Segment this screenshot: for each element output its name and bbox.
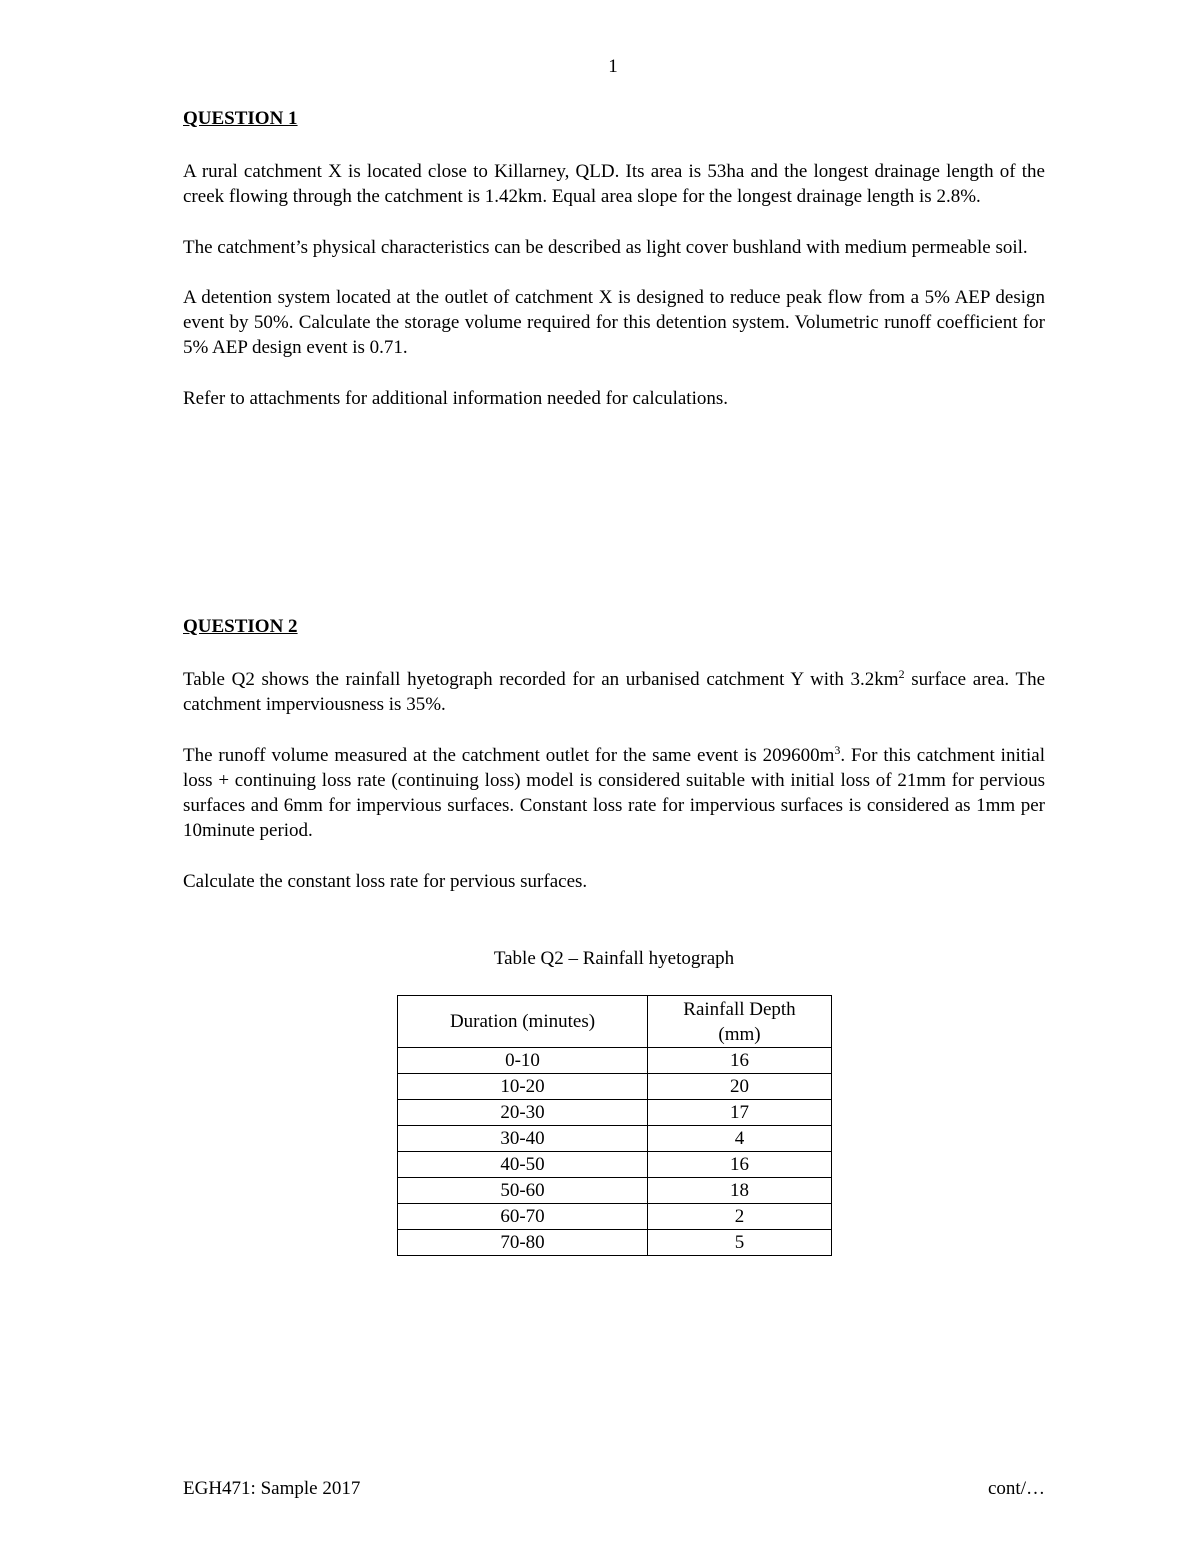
q2-p1-text-end: surface area. The catchment imperviousness is 35%. [183, 669, 1046, 716]
depth-cell: 18 [648, 1178, 832, 1204]
footer-course-label: EGH471: Sample 2017 [183, 1478, 361, 1499]
q1-paragraph-3: A detention system located at the outlet of catchment X is designed to reduce peak flow from a 5% AEP design event by 50%. Calculate the storage volume required for this detention system. Volumetric runoff coefficient for 5% AEP design event is 0.71. [183, 286, 1045, 359]
table-row [398, 1178, 832, 1204]
table-row [398, 1230, 832, 1256]
table-row [398, 1048, 832, 1074]
table-row [398, 1204, 832, 1230]
rainfall-depth-column-header [648, 996, 832, 1048]
table-row [398, 1074, 832, 1100]
q2-p2-superscript: 3 [834, 742, 841, 757]
q2-paragraph-2 [183, 743, 1045, 844]
table-row [398, 1152, 832, 1178]
q2-paragraph-3: Calculate the constant loss rate for pervious surfaces. [183, 870, 588, 892]
duration-column-header: Duration (minutes) [398, 996, 648, 1048]
duration-cell: 10-20 [398, 1074, 648, 1100]
duration-cell: 0-10 [398, 1048, 648, 1074]
q1-paragraph-4: Refer to attachments for additional information needed for calculations. [183, 387, 728, 409]
rainfall-depth-header-line-2: (mm) [718, 1023, 761, 1045]
duration-cell: 70-80 [398, 1230, 648, 1256]
question-2-section [183, 614, 1045, 894]
depth-cell: 2 [648, 1204, 832, 1230]
q2-p2-text: The runoff volume measured at the catchment outlet for the same event is 209600m [183, 744, 835, 766]
question-1-section [183, 106, 1045, 411]
table-row [398, 1100, 832, 1126]
question-2-heading: QUESTION 2 [183, 616, 298, 637]
duration-cell: 20-30 [398, 1100, 648, 1126]
depth-cell: 17 [648, 1100, 832, 1126]
q1-paragraph-1: A rural catchment X is located close to Killarney, QLD. Its area is 53ha and the longest drainage length of the creek flowing through the catchment is 1.42km. Equal area slope for the longest drainage length is 2.8%. [183, 161, 1045, 208]
question-1-heading: QUESTION 1 [183, 108, 298, 129]
depth-cell: 4 [648, 1126, 832, 1152]
q2-p1-superscript: 2 [898, 667, 905, 681]
duration-cell: 40-50 [398, 1152, 648, 1178]
q2-p1-text: Table Q2 shows the rainfall hyetograph recorded for an urbanised catchment Y with 3.2km [183, 669, 899, 690]
duration-cell: 30-40 [398, 1126, 648, 1152]
table-caption: Table Q2 – Rainfall hyetograph [493, 948, 735, 969]
depth-cell: 16 [648, 1048, 832, 1074]
depth-cell: 16 [648, 1152, 832, 1178]
rainfall-hyetograph-table [397, 995, 832, 1256]
duration-cell: 60-70 [398, 1204, 648, 1230]
table-header-row [398, 996, 832, 1048]
q2-paragraph-1 [183, 667, 1045, 718]
rainfall-depth-header-line-1: Rainfall Depth [683, 998, 796, 1020]
footer-continued-label: cont/… [988, 1478, 1045, 1499]
q2-p2-text-end: . For this catchment initial loss + continuing loss rate (continuing loss) model is considered suitable with initial loss of 21mm for pervious surfaces and 6mm for impervious surfaces. Constant loss rate for impervious surfaces is considered as 1mm per 10minute period. [183, 744, 1045, 842]
table-row [398, 1126, 832, 1152]
q1-paragraph-2: The catchment’s physical characteristics can be described as light cover bushland with medium permeable soil. [183, 236, 1028, 258]
depth-cell: 5 [648, 1230, 832, 1256]
depth-cell: 20 [648, 1074, 832, 1100]
duration-cell: 50-60 [398, 1178, 648, 1204]
page-number: 1 [608, 56, 618, 77]
